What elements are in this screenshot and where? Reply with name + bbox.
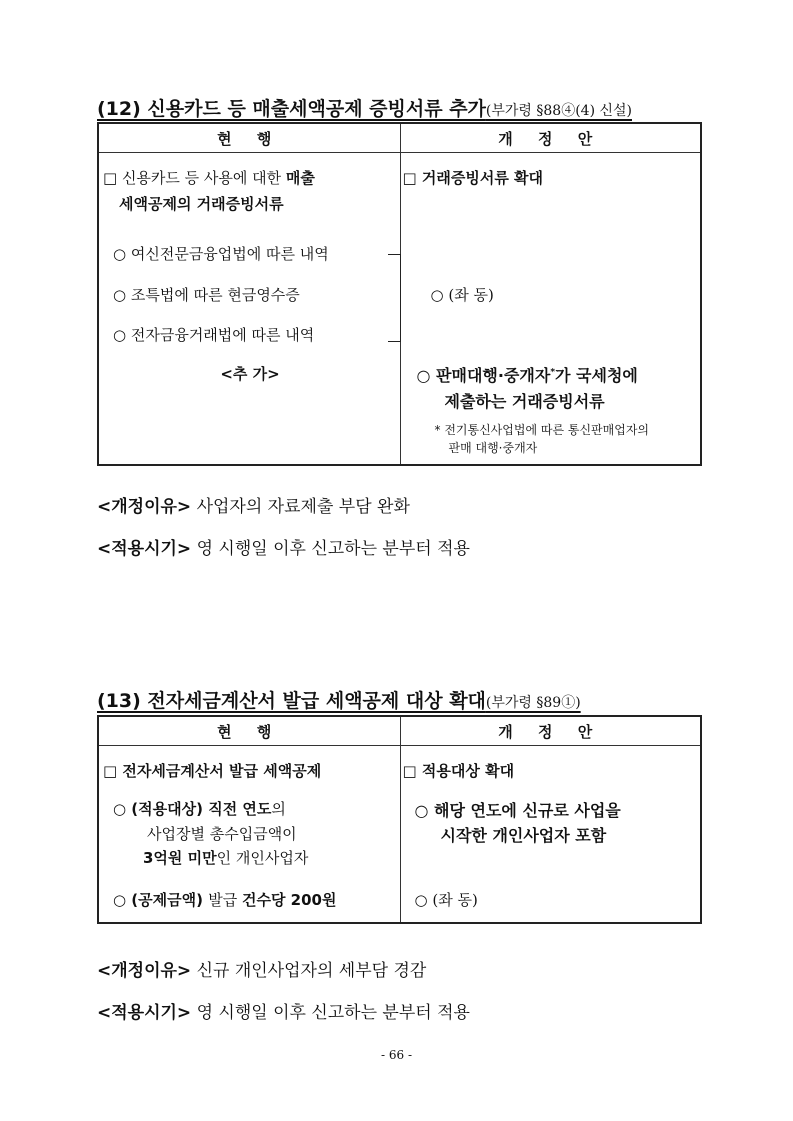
section-13-table bbox=[97, 715, 702, 924]
revised-item1-line2: 시작한 개인사업자 포함 bbox=[440, 826, 607, 845]
current-item1-line2: 사업장별 총수입금액이 bbox=[147, 825, 297, 843]
reason-label: <개정이유> bbox=[97, 497, 192, 517]
revised-new-item-a: ○ 판매대행·중개자 bbox=[416, 366, 551, 385]
item2-a: ○ (공제금액) bbox=[113, 891, 209, 909]
revised-cell bbox=[400, 153, 701, 466]
header-revised: 개 정 안 bbox=[400, 123, 701, 153]
item2-c: 건수당 200원 bbox=[241, 891, 337, 909]
revised-new-item-star: * bbox=[550, 367, 556, 378]
section-13-ref: (부가령 §89①) bbox=[485, 695, 581, 711]
revised-box: □ 거래증빙서류 확대 bbox=[402, 169, 544, 187]
section-12-reason bbox=[97, 492, 410, 517]
reason-text: 신규 개인사업자의 세부담 경감 bbox=[191, 961, 427, 981]
current-box-bold1: 매출 bbox=[285, 169, 315, 187]
apply-label: <적용시기> bbox=[97, 1003, 192, 1023]
section-12-title bbox=[97, 94, 632, 121]
apply-text: 영 시행일 이후 신고하는 분부터 적용 bbox=[191, 1003, 470, 1023]
section-13-apply bbox=[97, 998, 470, 1023]
revised-same: ○ (좌 동) bbox=[430, 286, 494, 304]
section-13-title bbox=[97, 686, 581, 713]
apply-text: 영 시행일 이후 신고하는 분부터 적용 bbox=[191, 539, 470, 559]
revised-note-1: * 전기통신사업법에 따른 통신판매업자의 bbox=[434, 423, 650, 437]
current-item-1: ○ 여신전문금융업법에 따른 내역 bbox=[113, 245, 329, 263]
current-item-3: ○ 전자금융거래법에 따른 내역 bbox=[113, 326, 315, 344]
header-revised: 개 정 안 bbox=[400, 716, 701, 746]
current-add: <추 가> bbox=[220, 365, 280, 383]
reason-label: <개정이유> bbox=[97, 961, 192, 981]
current-cell bbox=[98, 153, 400, 466]
current-box: □ 전자세금계산서 발급 세액공제 bbox=[103, 762, 322, 780]
section-12-ref: (부가령 §88④(4) 신설) bbox=[485, 103, 632, 119]
page-number: - 66 - bbox=[380, 1048, 412, 1062]
current-item1-line1 bbox=[113, 798, 286, 819]
item1-e: 인 개인사업자 bbox=[216, 849, 309, 867]
item2-b: 발급 bbox=[208, 891, 242, 909]
revised-new-item bbox=[417, 363, 638, 386]
item1-b: 의 bbox=[271, 800, 286, 818]
current-item-2: ○ 조특법에 따른 현금영수증 bbox=[113, 286, 300, 304]
revised-note-2: 판매 대행·중개자 bbox=[448, 441, 538, 455]
current-item2 bbox=[113, 889, 336, 910]
current-item1-line3 bbox=[143, 847, 308, 868]
section-13-reason bbox=[97, 956, 426, 981]
current-cell bbox=[98, 746, 400, 924]
reason-text: 사업자의 자료제출 부담 완화 bbox=[191, 497, 410, 517]
current-box-normal: □ 신용카드 등 사용에 대한 bbox=[103, 169, 286, 187]
section-12-title-text: (12) 신용카드 등 매출세액공제 증빙서류 추가 bbox=[97, 98, 486, 120]
apply-label: <적용시기> bbox=[97, 539, 192, 559]
header-current: 현 행 bbox=[98, 716, 400, 746]
section-12-apply bbox=[97, 534, 470, 559]
revised-new-item-line2: 제출하는 거래증빙서류 bbox=[444, 392, 605, 411]
merge-bracket bbox=[388, 254, 401, 342]
header-current: 현 행 bbox=[98, 123, 400, 153]
revised-item1-line1: ○ 해당 연도에 신규로 사업을 bbox=[414, 801, 621, 820]
item1-d: 3억원 미만 bbox=[143, 849, 217, 867]
current-box-line2: 세액공제의 거래증빙서류 bbox=[119, 195, 284, 213]
item1-a: ○ (적용대상) 직전 연도 bbox=[113, 800, 272, 818]
revised-new-item-b: 가 국세청에 bbox=[555, 366, 638, 385]
revised-item2: ○ (좌 동) bbox=[414, 891, 478, 909]
current-box-line1 bbox=[103, 167, 315, 188]
section-13-title-text: (13) 전자세금계산서 발급 세액공제 대상 확대 bbox=[97, 690, 486, 712]
revised-box: □ 적용대상 확대 bbox=[402, 762, 515, 780]
revised-cell bbox=[400, 746, 701, 924]
